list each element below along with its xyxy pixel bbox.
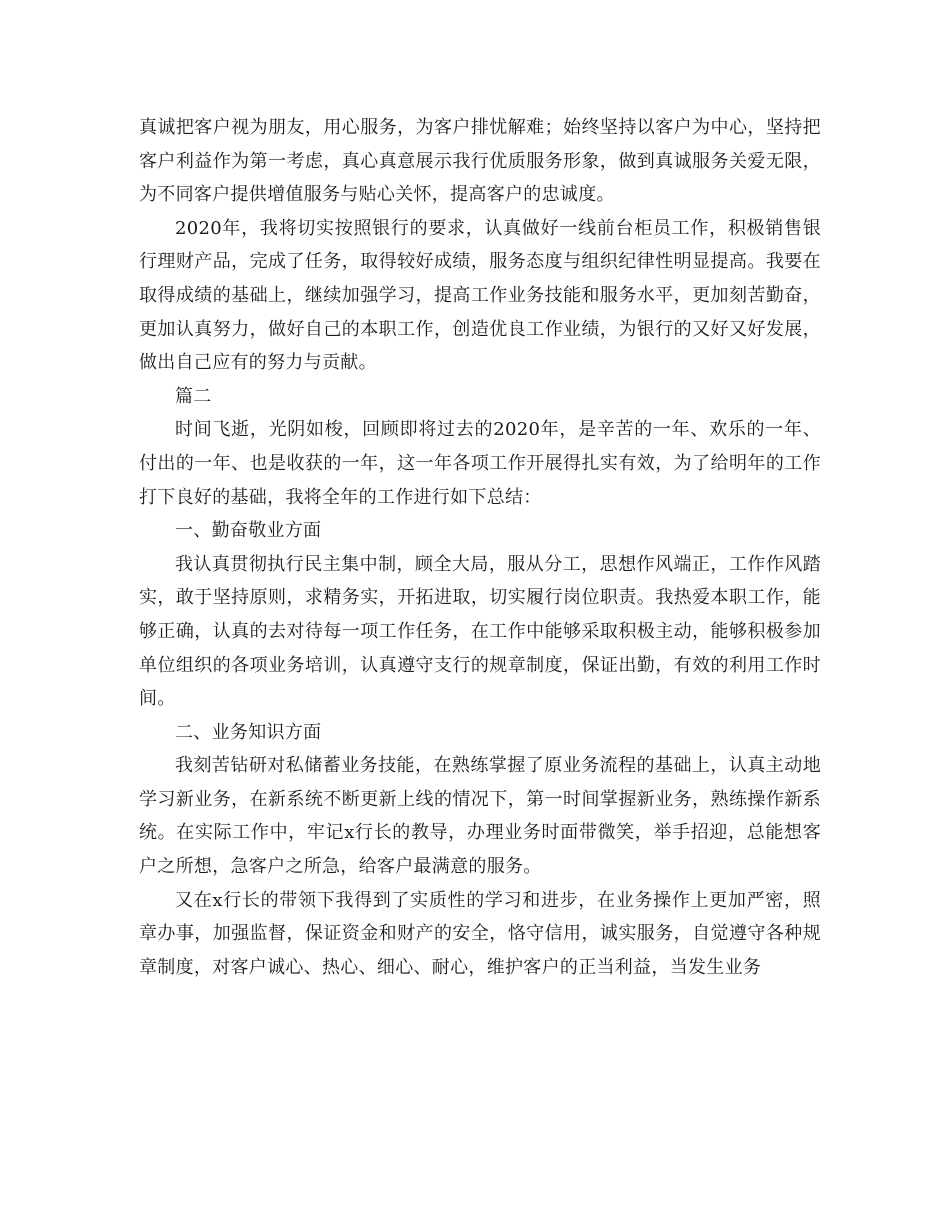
paragraph-5: 我刻苦钻研对私储蓄业务技能，在熟练掌握了原业务流程的基础上，认真主动地学习新业务，在新系统不断更新上线的情况下，第一时间掌握新业务，熟练操作新系统。在实际工作中，牢记x行长的教导，办理业务时面带微笑，举手招迎，总能想客户之所想，急客户之所急，给客户最满意的服务。 <box>139 755 821 878</box>
paragraph-3: 时间飞逝，光阴如梭，回顾即将过去的2020年，是辛苦的一年、欢乐的一年、付出的一年、也是收获的一年，这一年各项工作开展得扎实有效，为了给明年的工作打下良好的基础，我将全年的工作进行如下总结： <box>139 419 821 508</box>
paragraph-6: 又在x行长的带领下我得到了实质性的学习和进步，在业务操作上更加严密，照章办事，加强监督，保证资金和财产的安全，恪守信用，诚实服务，自觉遵守各种规章制度，对客户诚心、热心、细心、耐心，维护客户的正当利益，当发生业务 <box>139 889 821 978</box>
section-heading-business-knowledge: 二、业务知识方面 <box>175 721 322 743</box>
paragraph-1: 真诚把客户视为朋友，用心服务，为客户排忧解难；始终坚持以客户为中心，坚持把客户利益作为第一考虑，真心真意展示我行优质服务形象，做到真诚服务关爱无限，为不同客户提供增值服务与贴心关怀，提高客户的忠诚度。 <box>139 117 821 206</box>
document-body <box>139 111 821 984</box>
paragraph-2: 2020年，我将切实按照银行的要求，认真做好一线前台柜员工作，积极销售银行理财产品，完成了任务，取得较好成绩，服务态度与组织纪律性明显提高。我要在取得成绩的基础上，继续加强学习，提高工作业务技能和服务水平，更加刻苦勤奋，更加认真努力，做好自己的本职工作，创造优良工作业绩，为银行的又好又好发展，做出自己应有的努力与贡献。 <box>139 217 821 374</box>
paragraph-4: 我认真贯彻执行民主集中制，顾全大局，服从分工，思想作风端正，工作作风踏实，敢于坚持原则，求精务实，开拓进取，切实履行岗位职责。我热爱本职工作，能够正确，认真的去对待每一项工作任务，在工作中能够采取积极主动，能够积极参加单位组织的各项业务培训，认真遵守支行的规章制度，保证出勤，有效的利用工作时间。 <box>139 553 821 710</box>
section-heading-diligence: 一、勤奋敬业方面 <box>175 520 322 542</box>
section-heading-part-two: 篇二 <box>175 385 212 407</box>
